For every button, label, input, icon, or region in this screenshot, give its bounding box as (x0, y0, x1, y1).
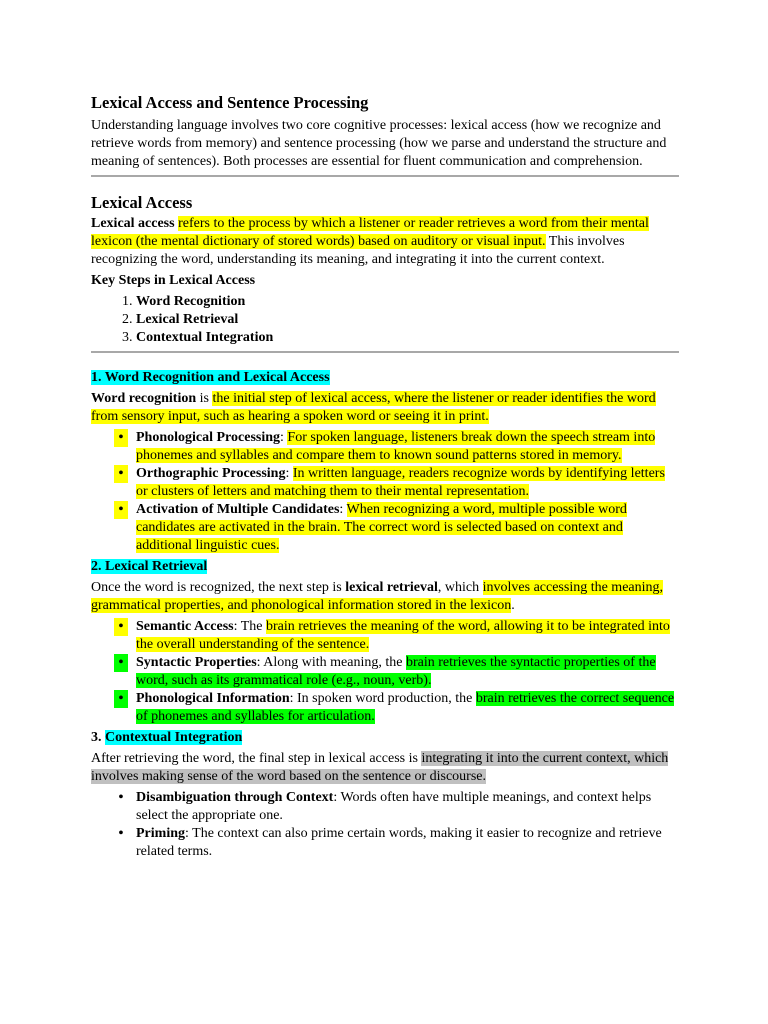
section-2-bullets (91, 618, 679, 726)
section-1-heading: 1. Word Recognition and Lexical Access (91, 370, 330, 385)
list-item: 3. Contextual Integration (136, 329, 679, 347)
bullet-icon: • (114, 429, 128, 447)
section-1-lead: Word recognition is the initial step of lexical access, where the listener or reader identifies the word from sensory input, such as hearing a spoken word or seeing it in print. (91, 391, 656, 424)
bullet-icon: • (114, 690, 128, 708)
section-3-lead: After retrieving the word, the final step in lexical access is integrating it into the current context, which involves making sense of the word based on the sentence or discourse. (91, 751, 669, 784)
key-steps-heading: Key Steps in Lexical Access (91, 273, 256, 288)
section-2-lead: Once the word is recognized, the next step is lexical retrieval, which involves accessing the meaning, grammatical properties, and phonological information stored in the lexicon. (91, 580, 664, 613)
bullet-icon: • (118, 826, 124, 841)
list-item: • Phonological Processing: For spoken language, listeners break down the speech stream into phonemes and syllables and compare them to known sound patterns stored in memory. (136, 429, 679, 465)
bullet-icon: • (114, 501, 128, 519)
list-item: • Syntactic Properties: Along with meaning, the brain retrieves the syntactic properties of the word, such as its grammatical role (e.g., noun, verb). (136, 654, 679, 690)
definition-highlight: refers to the process by which a listener or reader retrieves a word from their mental lexicon (the mental dictionary of stored words) based on auditory or visual input. (91, 216, 649, 249)
list-item: 2. Lexical Retrieval (136, 311, 679, 329)
lexical-access-heading: Lexical Access (91, 193, 193, 212)
section-divider (91, 351, 679, 353)
definition-rest: This involves recognizing the word, understanding its meaning, and integrating it into the current context. (91, 234, 625, 267)
section-2-heading: 2. Lexical Retrieval (91, 559, 208, 574)
lexical-access-definition (91, 215, 679, 269)
bullet-icon: • (118, 790, 124, 805)
list-item: • Priming: The context can also prime certain words, making it easier to recognize and retrieve related terms. (136, 825, 679, 861)
document-title: Lexical Access and Sentence Processing (91, 93, 369, 112)
section-3-bullets (91, 789, 679, 861)
section-3-heading: 3. Contextual Integration (91, 730, 243, 745)
list-item: • Phonological Information: In spoken word production, the brain retrieves the correct sequence of phonemes and syllables for articulation. (136, 690, 679, 726)
section-1-bullets (91, 429, 679, 555)
list-item: • Disambiguation through Context: Words often have multiple meanings, and context helps select the appropriate one. (136, 789, 679, 825)
intro-paragraph: Understanding language involves two core cognitive processes: lexical access (how we recognize and retrieve words from memory) and sentence processing (how we parse and understand the structure and meaning of sentences). Both processes are essential for fluent communication and comprehension. (91, 118, 667, 169)
list-item: • Orthographic Processing: In written language, readers recognize words by identifying letters or clusters of letters and matching them to their mental representation. (136, 465, 679, 501)
bullet-icon: • (114, 618, 128, 636)
definition-term: Lexical access (91, 216, 175, 231)
section-divider (91, 175, 679, 177)
bullet-icon: • (114, 654, 128, 672)
list-item: • Activation of Multiple Candidates: When recognizing a word, multiple possible word candidates are activated in the brain. The correct word is selected based on context and additional linguistic cues. (136, 501, 679, 555)
key-steps-list (91, 293, 679, 347)
list-item: 1. Word Recognition (136, 293, 679, 311)
bullet-icon: • (114, 465, 128, 483)
list-item: • Semantic Access: The brain retrieves the meaning of the word, allowing it to be integrated into the overall understanding of the sentence. (136, 618, 679, 654)
document-page (91, 93, 679, 861)
